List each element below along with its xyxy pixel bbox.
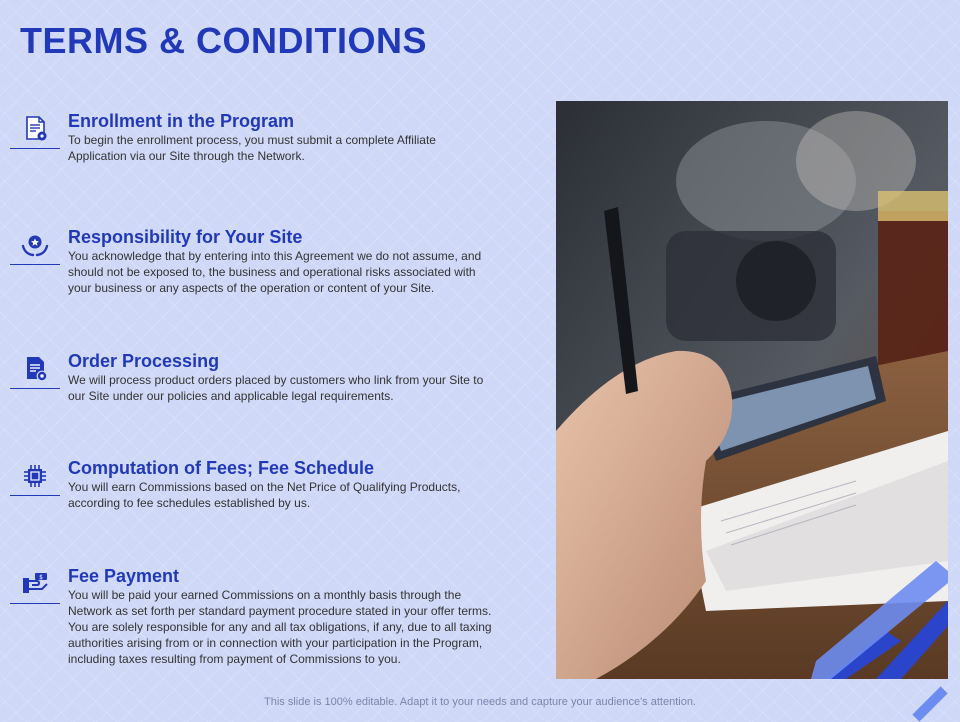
footer-note: This slide is 100% editable. Adapt it to your needs and capture your audience's attention. <box>264 696 696 708</box>
term-heading: Fee Payment <box>68 566 180 586</box>
term-heading: Computation of Fees; Fee Schedule <box>68 458 375 478</box>
term-heading: Responsibility for Your Site <box>68 227 303 247</box>
svg-text:$: $ <box>39 574 43 581</box>
term-item-computation-of-fees <box>10 457 545 511</box>
document-settings-icon <box>10 350 60 389</box>
term-text: You will be paid your earned Commissions on a monthly basis through the Network as set forth per standard payment procedure stated in your offer terms. You are solely responsible for any and all tax obligations, if any, due to all taxing authorities arising from or in connection with your participation in the Program, including taxes resulting from payment of Commissions to you. <box>68 588 492 666</box>
term-text: You acknowledge that by entering into this Agreement we do not assume, and should not be exposed to, the business and operational risks associated with your business or any aspects of the operation or content of your Site. <box>68 249 482 295</box>
page-title: TERMS & CONDITIONS <box>20 20 428 61</box>
term-text: To begin the enrollment process, you must submit a complete Affiliate Application via our Site through the Network. <box>68 133 436 163</box>
writing-photo <box>556 101 948 679</box>
term-item-fee-payment <box>10 565 545 667</box>
term-item-order-processing <box>10 350 545 404</box>
term-text: We will process product orders placed by customers who link from your Site to our Site under our policies and applicable legal requirements. <box>68 373 484 403</box>
term-item-enrollment <box>10 110 545 164</box>
term-text: You will earn Commissions based on the Net Price of Qualifying Products, according to fee schedules established by us. <box>68 480 461 510</box>
term-heading: Order Processing <box>68 351 220 371</box>
term-item-responsibility <box>10 226 545 296</box>
term-heading: Enrollment in the Program <box>68 111 295 131</box>
hands-badge-icon <box>10 226 60 265</box>
document-gear-icon <box>10 110 60 149</box>
hand-money-icon <box>10 565 60 604</box>
chip-icon <box>10 457 60 496</box>
